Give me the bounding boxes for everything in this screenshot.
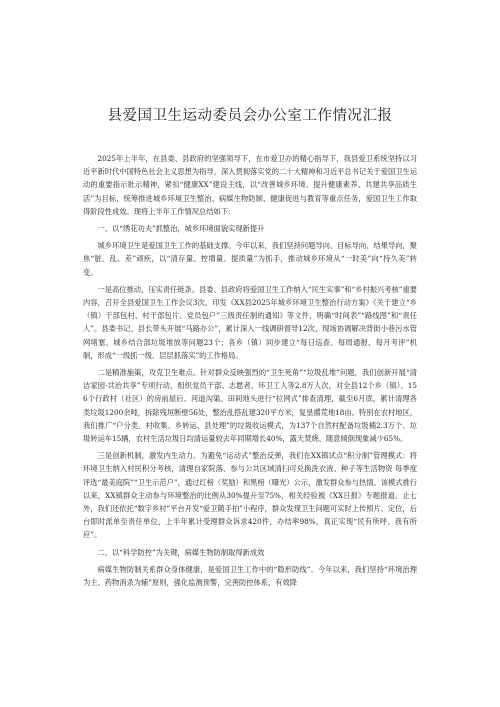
body-paragraph: 2025年上半年，在县委、县政府的坚强领导下，在市爱卫办的精心指导下，我县爱卫系统坚持以习近平新时代中国特色社会主义思想为指导，深入贯彻落实党的二十大精神和习近平总书记关于爱国卫生运动的重要指示批示精神，紧扣“健康XX”建设主线，以“改善城乡环境、提升健康素养、共建共享品质生活”为目标，统筹推进城乡环境卫生整治、病媒生物防制、健康促进与教育等重点任务，爱国卫生工作取得阶段性成效。现将上半年工作情况总结如下： — [83, 154, 417, 216]
section-heading: 二、以“科学防控”为关键，病媒生物防制取得新成效 — [97, 547, 265, 557]
body-paragraph: 病媒生物防制关系群众身体健康，是爱国卫生工作中的“隐形防线”。今年以来，我们坚持“环境治理为主、药物消杀为辅”原则，强化监测预警，完善防控体系，有效降 — [83, 564, 417, 588]
body-paragraph: 城乡环境卫生是爱国卫生工作的基础支撑。今年以来，我们坚持问题导向、目标导向、结果导向，聚焦“脏、乱、差”顽疾，以“清存量、控增量、提质量”为抓手，推动城乡环境从“一时美”向“持久美”转变。 — [83, 241, 417, 277]
document-title: 县爱国卫生运动委员会办公室工作情况汇报 — [107, 108, 393, 124]
section-heading: 一、以“绣花功夫”抓整治，城乡环境面貌实现新提升 — [97, 224, 265, 234]
document-body — [83, 152, 417, 593]
body-paragraph: 二是精准施策，攻克卫生难点。针对群众反映强烈的“卫生死角”“垃圾乱堆”问题，我们创新开展“清洁家园·共治共享”专项行动，组织党员干部、志愿者、环卫工人等2.8万人次，对全县12个乡（镇）、156个行政村（社区）的房前屋后、河道沟渠、田间地头进行“拉网式”排查清理，截至6月底，累计清理各类垃圾1200余吨，拆除残垣断壁56处，整治乱搭乱建320平方米，复垦撂荒地18亩。特别在农村地区，我们推广“户分类、村收集、乡转运、县处理”的垃圾收运模式，为137个自然村配备垃圾桶2.3万个、垃圾转运车15辆，农村生活垃圾日均清运量较去年同期增长40%，露天焚烧、随意倾倒现象减少65%。 — [83, 368, 417, 444]
body-paragraph: 三是创新机制，激发内生动力。为避免“运动式”整治反弹，我们在XX镇试点“积分制”管理模式：将环境卫生纳入村民积分考核，清理自家院落、参与公共区域清扫可兑换洗衣液、种子等生活物资 每季度评选“最美庭院”“卫生示范户”，通过红榜（奖励）和黑榜（曝光）公示，激发群众参与热情。该模式推行以来，XX镇群众主动参与环境整治的比例从30%提升至75%，相关经验被《XX日报》专题报道。止七外，我们还依托“数字乡村”平台开发“爱卫随手拍”小程序，群众发现卫生问题可实时上传照片、定位，后台即时派单至责任单位，上半年累计受理群众诉求420件，办结率98%，真正实现“民有所呼、我有所应”。 — [83, 451, 417, 540]
body-paragraph: 一是高位推动，压实责任链条。县委、县政府将爱国卫生工作纳入“民生实事”和“乡村振兴考核”重要内容，召开全县爱国卫生工作会议3次，印发《XX县2025年城乡环境卫生整治行动方案》《关于建立“乡（镇）干部包村、村干部包片、党员包户”三级责任制的通知》等文件，明确“时间表”“路线图”和“责任人”。县委书记、县长带头开展“马路办公”，累计深入一线调研督导12次，现场协调解决背街小巷污水管网堵塞、城乡结合部垃圾堆放等问题23个；各乡（镇）同步建立“每日巡查、每周通报、每月考评”机制，形成“一级抓一级、层层抓落实”的工作格局。 — [83, 284, 417, 360]
